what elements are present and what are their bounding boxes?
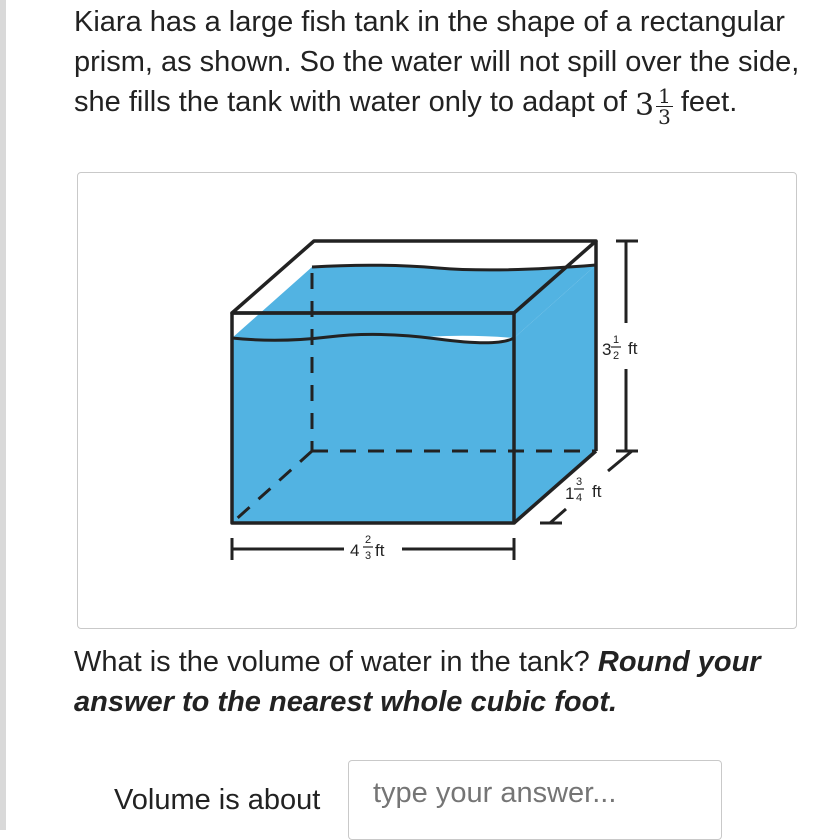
problem-text-before: Kiara has a large fish tank in the shape of a rectangular prism, as shown. So the water will not spill over the side, she fills the tank with water only to adapt of [74, 6, 800, 118]
question-text [74, 642, 814, 722]
depth-label-unit: ft [592, 482, 602, 501]
question-emphasis: Round your answer to the nearest whole cubic foot. [74, 646, 761, 718]
answer-label: Volume is about [114, 784, 321, 816]
fraction-whole: 3 [634, 88, 655, 124]
question-main: What is the volume of water in the tank? [74, 646, 598, 678]
width-label-unit: ft [375, 541, 385, 560]
height-label-whole: 3 [602, 340, 612, 359]
fish-tank-diagram [78, 173, 798, 630]
depth-label-whole: 1 [565, 484, 575, 503]
height-label-unit: ft [628, 339, 638, 358]
depth-label-num: 3 [575, 476, 583, 488]
width-label-num: 2 [364, 534, 372, 546]
width-label-den: 3 [364, 550, 372, 562]
height-label [602, 334, 638, 362]
fraction-denominator: 3 [658, 104, 671, 129]
height-label-den: 2 [612, 350, 620, 362]
width-label-whole: 4 [350, 541, 360, 560]
water-height-fraction [635, 84, 673, 127]
problem-statement [74, 2, 804, 129]
height-label-num: 1 [612, 334, 620, 346]
width-label [350, 534, 385, 562]
problem-text-after: feet. [672, 86, 738, 118]
answer-input[interactable] [348, 760, 722, 840]
water-front-face [232, 334, 514, 523]
depth-label-den: 4 [575, 492, 583, 504]
depth-label [565, 476, 602, 504]
figure-box [77, 172, 797, 629]
left-border [0, 0, 6, 830]
fraction-numerator: 1 [658, 83, 671, 108]
